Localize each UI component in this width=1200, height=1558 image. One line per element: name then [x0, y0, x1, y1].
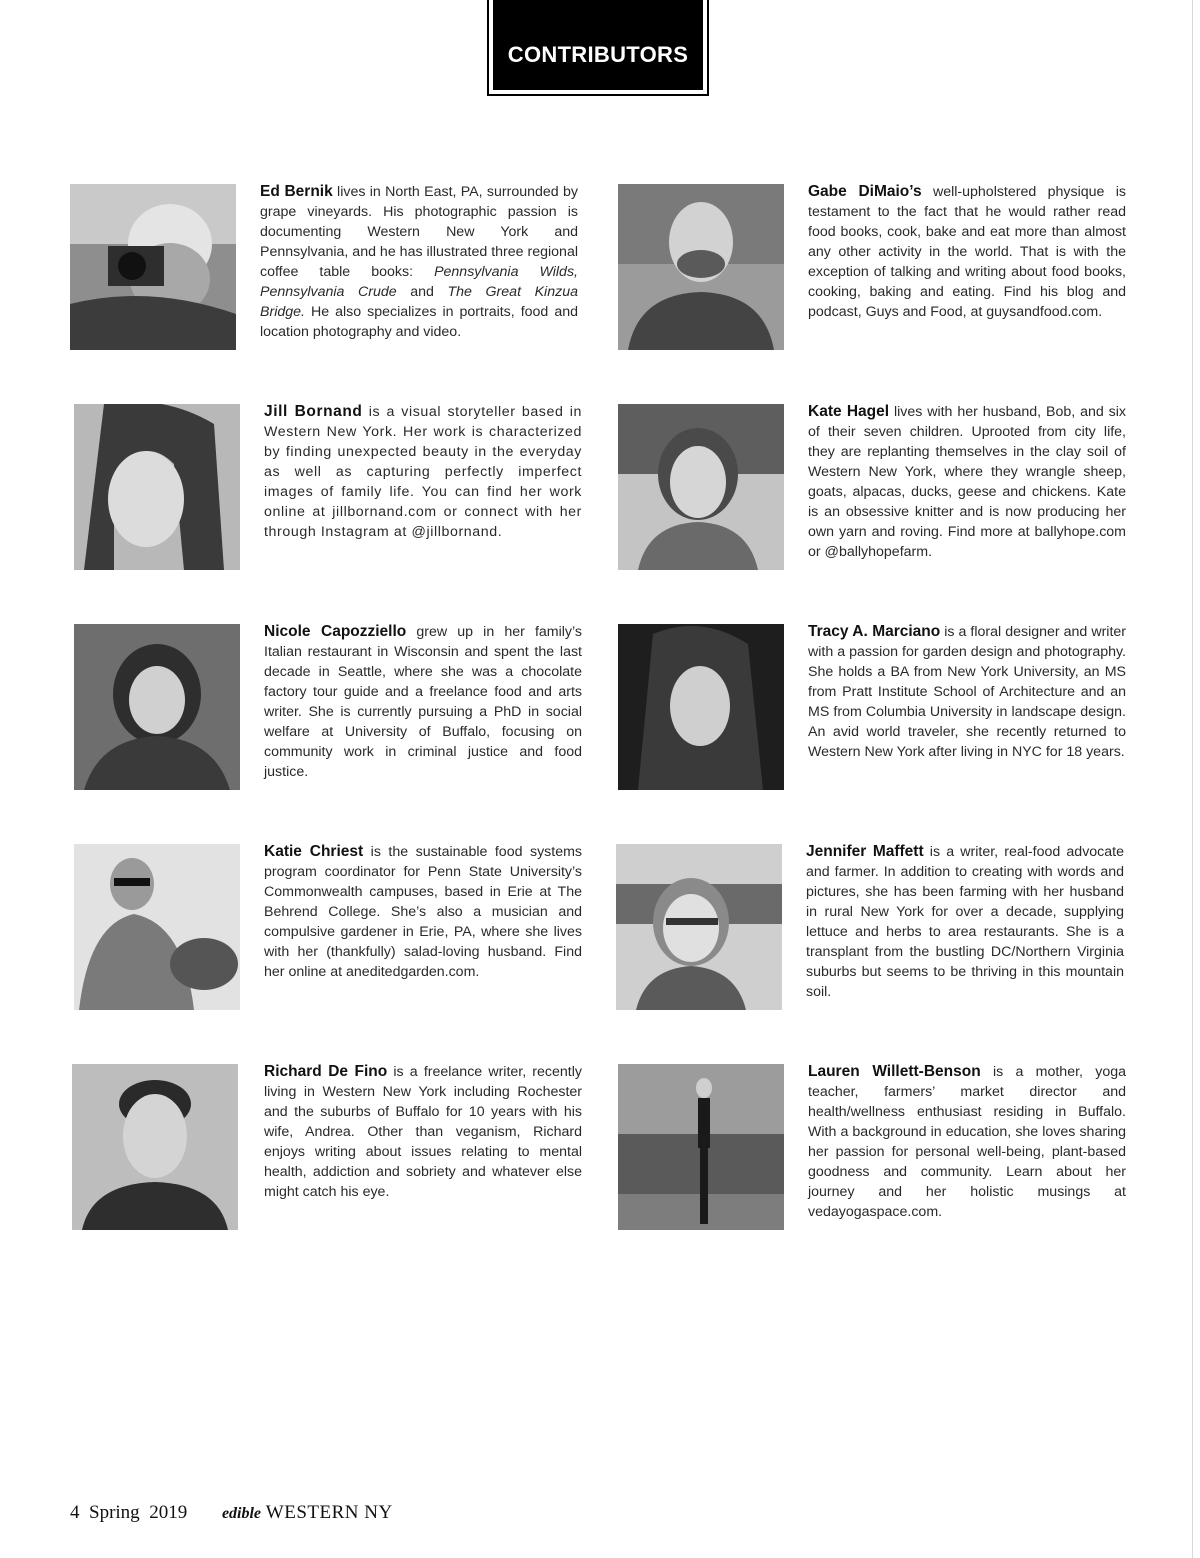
bio-text: is a visual storyteller based in Western New York. Her work is characterized by finding unexpected beauty in the everyday as well as capturing perfectly imperfect images of family life. You can find her work online at jillbornand.com or connect with her through Instagram at @jillbornand. — [264, 404, 583, 540]
bio-tracy-marciano — [808, 622, 1126, 762]
woman-portrait-icon — [618, 624, 784, 790]
bio-kate-hagel — [808, 402, 1126, 562]
bio-text: He also specializes in portraits, food and location photography and video. — [260, 304, 578, 340]
portrait-katie-chriest — [74, 844, 240, 1010]
portrait-ed-bernik — [70, 184, 236, 350]
contributor-name: Jennifer Maffett — [806, 843, 924, 860]
bio-nicole-capozziello — [264, 622, 582, 782]
bio-text: well-upholstered physique is testament to the fact that he would rather read food books, cook, bake and eat more than almost any other activity in the world. That is with the exception of talking and writing about food books, cooking, baking and eating. Find his blog and podcast, Guys and Food, at guysandfood.com. — [808, 184, 1126, 320]
woman-portrait-icon — [618, 404, 784, 570]
bio-text: is a floral designer and writer with a passion for garden design and photography. She holds a BA from New York University, an MS from Pratt Institute School of Architecture and an MS from Columbia University in landscape design. An avid world traveler, she recently returned to Western New York after living in NYC for 18 years. — [808, 624, 1127, 760]
portrait-richard-de-fino — [72, 1064, 238, 1230]
woman-portrait-icon — [74, 624, 240, 790]
portrait-jennifer-maffett — [616, 844, 782, 1010]
contributor-name: Ed Bernik — [260, 183, 333, 200]
portrait-lauren-willett-benson — [618, 1064, 784, 1230]
bio-text: and — [396, 284, 448, 300]
contributor-name: Katie Chriest — [264, 843, 364, 860]
portrait-nicole-capozziello — [74, 624, 240, 790]
photographer-portrait-icon — [70, 184, 236, 350]
bio-text: is a mother, yoga teacher, farmers’ market director and health/wellness enthusiast residing in Buffalo. With a background in education, she loves sharing her passion for personal well-being, plant-based goodness and community. Learn about her journey and her holistic musings at vedayogaspace.com. — [808, 1064, 1127, 1220]
section-title: CONTRIBUTORS — [493, 0, 703, 90]
page-number: 4 — [70, 1502, 80, 1523]
bio-katie-chriest — [264, 842, 582, 982]
man-portrait-icon — [618, 184, 784, 350]
bio-jill-bornand — [264, 402, 582, 542]
page-footer — [70, 1502, 393, 1524]
contributor-name: Nicole Capozziello — [264, 623, 407, 640]
book-titles: Pennsylvania Wilds, Pennsylvania Crude — [260, 264, 578, 300]
contributor-name: Kate Hagel — [808, 403, 890, 420]
woman-portrait-icon — [616, 844, 782, 1010]
issue-year: 2019 — [149, 1502, 188, 1523]
bio-text: is the sustainable food systems program coordinator for Penn State University’s Commonwealth campuses, based in Erie at The Behrend College. She’s also a musician and compulsive gardener in Erie, PA, where she lives with her (thankfully) salad-loving husband. Find her online at aneditedgarden.com. — [264, 844, 582, 980]
portrait-kate-hagel — [618, 404, 784, 570]
bio-richard-de-fino — [264, 1062, 582, 1202]
portrait-jill-bornand — [74, 404, 240, 570]
woman-portrait-icon — [74, 844, 240, 1010]
bio-ed-bernik — [260, 182, 578, 342]
yoga-pose-icon — [618, 1064, 784, 1230]
contributor-name: Jill Bornand — [264, 403, 363, 420]
portrait-gabe-dimaio — [618, 184, 784, 350]
bio-jennifer-maffett — [806, 842, 1124, 1002]
brand-edible: edible — [221, 1505, 262, 1522]
bio-text: grew up in her family’s Italian restaurant in Wisconsin and spent the last decade in Seattle, where she was a chocolate factory tour guide and a freelance food and arts writer. She is currently pursuing a PhD in social welfare at University of Buffalo, focusing on community work in criminal justice and food justice. — [264, 624, 582, 780]
bio-text: lives with her husband, Bob, and six of their seven children. Uprooted from city life, they are replanting themselves in the clay soil of Western New York, where they wrangle sheep, goats, alpacas, ducks, geese and chickens. Kate is an obsessive knitter and is now producing her own yarn and roving. Find more at ballyhope.com or @ballyhopefarm. — [808, 404, 1126, 560]
bio-gabe-dimaio — [808, 182, 1126, 322]
contributor-name: Tracy A. Marciano — [808, 623, 941, 640]
bio-text: is a writer, real-food advocate and farmer. In addition to creating with words and pictures, she has been farming with her husband in rural New York for over a decade, supplying lettuce and herbs to area restaurants. She is a transplant from the bustling DC/Northern Virginia suburbs but seems to be thriving in this mountain soil. — [806, 844, 1124, 1000]
bio-lauren-willett-benson — [808, 1062, 1126, 1222]
bio-text: is a freelance writer, recently living in Western New York including Rochester and the suburbs of Buffalo for 10 years with his wife, Andrea. Other than veganism, Richard enjoys writing about issues relating to mental health, addiction and sobriety and whatever else might catch his eye. — [264, 1064, 582, 1200]
portrait-tracy-marciano — [618, 624, 784, 790]
issue-season: Spring — [89, 1502, 140, 1523]
brand-region: WESTERN NY — [265, 1502, 393, 1523]
book-title: The Great Kinzua Bridge. — [260, 284, 578, 320]
woman-portrait-icon — [74, 404, 240, 570]
contributor-name: Lauren Willett-Benson — [808, 1063, 981, 1080]
contributor-name: Gabe DiMaio’s — [808, 183, 922, 200]
section-header — [487, 0, 709, 96]
page-edge — [1192, 0, 1193, 1558]
bio-text: lives in North East, PA, surrounded by grape vineyards. His photographic passion is documenting Western New York and Pennsylvania, and he has illustrated three regional coffee table books: — [260, 184, 578, 280]
contributor-name: Richard De Fino — [264, 1063, 388, 1080]
man-portrait-icon — [72, 1064, 238, 1230]
